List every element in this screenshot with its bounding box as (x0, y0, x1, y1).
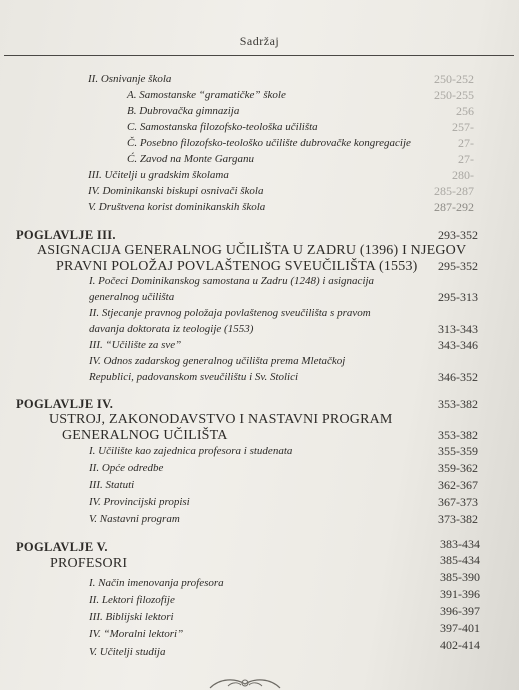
chapter-page-number: 383-434 (440, 537, 480, 551)
toc-entry: II. Lektori filozofije (89, 594, 175, 606)
toc-entry: II. Osnivanje škola (88, 73, 172, 85)
chapter-title: PRAVNI POLOŽAJ POVLAŠTENOG SVEUČILIŠTA (1553) (56, 259, 418, 274)
toc-entry: V. Društvena korist dominikanskih škola (88, 201, 266, 213)
chapter-page-number: 353-382 (438, 397, 478, 411)
toc-page-number: 355-359 (438, 444, 478, 458)
chapter-page-number: 385-434 (440, 553, 480, 567)
toc-page-number: 280- (452, 168, 474, 182)
toc-page-number: 396-397 (440, 604, 480, 618)
chapter-title: PROFESORI (50, 556, 128, 571)
toc-entry: I. Način imenovanja profesora (89, 577, 224, 589)
toc-entry: III. “Učilište za sve” (89, 339, 182, 351)
toc-entry: V. Nastavni program (89, 513, 180, 525)
toc-page-number: 343-346 (438, 338, 478, 352)
toc-page-number: 385-390 (440, 570, 480, 584)
ornament-icon (200, 674, 290, 690)
chapter-title: USTROJ, ZAKONODAVSTVO I NASTAVNI PROGRAM (49, 412, 393, 427)
toc-page-number: 402-414 (440, 638, 480, 652)
toc-entry: generalnog učilišta (89, 291, 175, 303)
toc-page-number: 373-382 (438, 512, 478, 526)
toc-entry: A. Samostanske “gramatičke” škole (127, 89, 286, 101)
chapter-page-number: 293-352 (438, 228, 478, 242)
toc-page-number: 346-352 (438, 370, 478, 384)
chapter-title: ASIGNACIJA GENERALNOG UČILIŠTA U ZADRU (1396) I NJEGOV (37, 243, 467, 258)
toc-page-number: 27- (458, 152, 474, 166)
toc-entry: IV. Provincijski propisi (89, 496, 190, 508)
chapter-page-number: 353-382 (438, 428, 478, 442)
toc-page-number: 313-343 (438, 322, 478, 336)
toc-page-number: 257- (452, 120, 474, 134)
toc-page-number: 287-292 (434, 200, 474, 214)
toc-page-number: 285-287 (434, 184, 474, 198)
chapter-page-number: 295-352 (438, 259, 478, 273)
toc-entry: V. Učitelji studija (89, 646, 166, 658)
chapter-title: GENERALNOG UČILIŠTA (62, 428, 228, 443)
toc-entry: C. Samostanska filozofsko-teološka učilišta (127, 121, 318, 133)
toc-page-number: 362-367 (438, 478, 478, 492)
toc-entry: II. Stjecanje pravnog položaja povlaštenog sveučilišta s pravom (89, 307, 371, 319)
toc-entry: B. Dubrovačka gimnazija (127, 105, 240, 117)
toc-entry: III. Biblijski lektori (89, 611, 174, 623)
toc-page-number: 250-252 (434, 72, 474, 86)
toc-page-number: 295-313 (438, 290, 478, 304)
toc-page-number: 359-362 (438, 461, 478, 475)
toc-entry: II. Opće odredbe (89, 462, 164, 474)
toc-page-number: 250-255 (434, 88, 474, 102)
toc-page-number: 367-373 (438, 495, 478, 509)
toc-page-number: 27- (458, 136, 474, 150)
toc-entry: IV. “Moralni lektori” (89, 628, 184, 640)
toc-entry: III. Statuti (89, 479, 135, 491)
toc-entry: davanja doktorata iz teologije (1553) (89, 323, 254, 335)
toc-entry: Republici, padovanskom sveučilištu i Sv. Stolici (89, 371, 299, 383)
toc-page-number: 391-396 (440, 587, 480, 601)
running-header: Sadržaj (239, 34, 280, 48)
toc-entry: Ć. Zavod na Monte Garganu (127, 153, 255, 165)
toc-page-number: 397-401 (440, 621, 480, 635)
toc-entry: I. Učilište kao zajednica profesora i studenata (89, 445, 293, 457)
toc-page-number: 256 (456, 104, 474, 118)
toc-entry: Č. Posebno filozofsko-teološko učilište dubrovačke kongregacije (127, 137, 411, 149)
toc-entry: IV. Dominikanski biskupi osnivači škola (88, 185, 264, 197)
toc-entry: I. Počeci Dominikanskog samostana u Zadru (1248) i asignacija (89, 275, 375, 287)
chapter-label: POGLAVLJE IV. (16, 397, 114, 411)
header-rule (4, 55, 514, 56)
chapter-label: POGLAVLJE V. (16, 540, 108, 554)
chapter-label: POGLAVLJE III. (16, 228, 116, 242)
toc-entry: IV. Odnos zadarskog generalnog učilišta prema Mletačkoj (89, 355, 346, 367)
toc-entry: III. Učitelji u gradskim školama (88, 169, 229, 181)
